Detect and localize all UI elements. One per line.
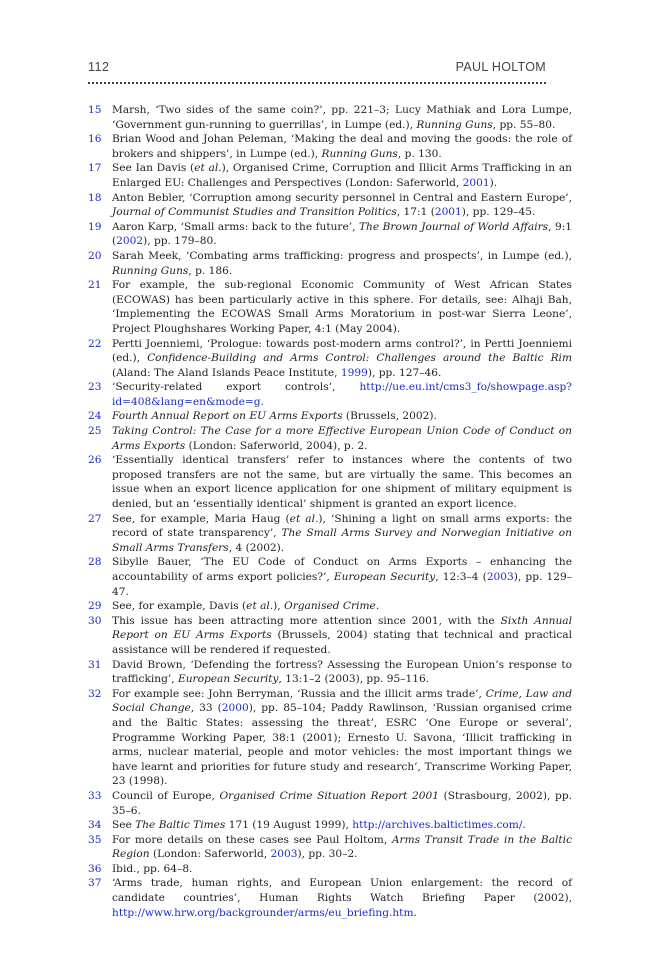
endnote-35 <box>88 833 572 862</box>
note-text-run: . <box>375 600 380 613</box>
note-text-run: ). <box>489 176 498 189</box>
endnotes-list <box>88 103 572 920</box>
endnote-33 <box>88 789 572 818</box>
note-text-run: , 33 ( <box>190 702 222 715</box>
endnote-number[interactable]: 16 <box>88 133 102 146</box>
note-text-run: ), pp. 85–104; Paddy Rawlinson, ‘Russian organised crime and the Baltic States: assessing the threat’, ESRC ‘One Europe or several’, Programme Working Paper, 38:1 (2001); Ernesto U. Savona, ‘Illicit trafficking in arms, nuclear material, people and motor vehicles: the most important things we have learnt and priorities for future study and research’, Transcrime Working Paper, 23 (1998). <box>112 702 573 788</box>
endnote-30 <box>88 614 572 658</box>
italic-title: The Small Arms Survey and Norwegian Initiative on Small Arms Transfers <box>112 527 572 554</box>
note-text-run: ), Organised Crime, Corruption and Illicit Arms Trafficking in an Enlarged EU: Challenges and Perspectives (London: Saferworld, <box>112 162 572 189</box>
note-text-run: ), pp. 129–47. <box>112 571 572 598</box>
italic-title: European Security <box>178 673 279 686</box>
endnote-number[interactable]: 26 <box>88 454 102 467</box>
endnote-28 <box>88 555 572 599</box>
endnote-text <box>112 789 572 818</box>
italic-title: Confidence-Building and Arms Control: Challenges around the Baltic Rim <box>147 352 572 365</box>
endnote-text <box>112 453 572 511</box>
note-text-run: Sarah Meek, ‘Combating arms trafficking: progress and prospects’, in Lumpe (ed.), <box>112 249 572 262</box>
endnote-32 <box>88 687 572 789</box>
reference-link[interactable]: http://ue.eu.int/cms3_fo/showpage.asp?id=408&lang=en&mode=g <box>112 381 572 408</box>
endnote-number[interactable]: 29 <box>88 600 102 613</box>
italic-title: Running Guns <box>112 264 189 277</box>
endnote-text <box>112 191 572 220</box>
note-text-run: ), <box>273 600 285 613</box>
endnote-22 <box>88 337 572 381</box>
endnote-text <box>112 833 572 862</box>
italic-title: Organised Crime <box>284 600 376 613</box>
endnote-20 <box>88 249 572 278</box>
italic-title: European Security <box>333 571 436 583</box>
note-text-run: . <box>522 819 526 832</box>
endnote-number[interactable]: 33 <box>88 789 102 802</box>
endnote-number[interactable]: 18 <box>88 191 102 204</box>
endnote-text <box>112 380 572 409</box>
note-text-run: ), pp. 179–80. <box>143 235 217 248</box>
endnote-18 <box>88 191 572 220</box>
reference-link[interactable]: http://www.hrw.org/backgrounder/arms/eu_briefing.htm <box>112 906 414 919</box>
note-text-run: , 12:3–4 ( <box>435 571 487 583</box>
note-text-run: (Strasbourg, 2002), pp. 35–6. <box>112 789 572 817</box>
note-text-run: . <box>413 906 417 919</box>
endnote-31 <box>88 658 572 687</box>
endnote-15 <box>88 103 572 132</box>
note-text-run: , pp. 55–80. <box>492 118 556 131</box>
page-header <box>88 60 546 84</box>
endnote-number[interactable]: 21 <box>88 279 102 292</box>
note-text-run: , 4 (2002). <box>228 541 285 554</box>
note-text-run: ), ‘Shining a light on small arms exports: the record of state transparency’, <box>112 512 573 540</box>
note-text-run: (London: Saferworld, 2004), p. 2. <box>185 439 368 452</box>
endnote-text <box>112 862 572 877</box>
endnote-27 <box>88 512 572 556</box>
note-text-run: David Brown, ‘Defending the fortress? Assessing the European Union’s response to trafficking’, <box>112 658 572 686</box>
page-number: 112 <box>88 60 110 74</box>
endnote-text <box>112 876 572 920</box>
note-text-run: ), pp. 127–46. <box>367 366 442 379</box>
reference-link[interactable]: 2003 <box>270 848 298 861</box>
note-text-run: , 13:1–2 (2003), pp. 95–116. <box>278 673 430 686</box>
endnote-number[interactable]: 31 <box>88 658 102 671</box>
note-text-run: Pertti Joenniemi, ‘Prologue: towards post-modern arms control?’, in Pertti Joenniemi (ed.), <box>112 337 572 365</box>
note-text-run: For example, the sub-regional Economic Community of West African States (ECOWAS) has been particularly active in this sphere. For details, see: Alhaji Bah, ‘Implementing the ECOWAS Small Arms Moratorium in post-war Sierra Leone’, Project Ploughshares Working Paper, 4:1 (May 2004). <box>112 279 572 335</box>
note-text-run: . <box>260 395 264 408</box>
italic-title: Organised Crime Situation Report 2001 <box>219 789 440 802</box>
endnote-number[interactable]: 34 <box>88 819 102 832</box>
endnote-number[interactable]: 20 <box>88 249 102 262</box>
endnote-text <box>112 687 572 789</box>
endnote-number[interactable]: 37 <box>88 877 102 890</box>
note-text-run: (Aland: The Aland Islands Peace Institute, <box>112 366 341 379</box>
note-text-run: See, for example, Davis ( <box>112 600 247 613</box>
endnote-16 <box>88 132 572 161</box>
reference-link[interactable]: 2003 <box>486 571 514 583</box>
italic-title: et al. <box>194 162 222 175</box>
reference-link[interactable]: 1999 <box>340 366 368 379</box>
endnote-19 <box>88 220 572 249</box>
endnote-25 <box>88 424 572 453</box>
note-text-run: See Ian Davis ( <box>112 162 195 175</box>
note-text-run: Marsh, ‘Two sides of the same coin?’, pp. 221–3; Lucy Mathiak and Lora Lumpe, ‘Government gun-running to guerrillas’, in Lumpe (ed.), <box>112 104 572 131</box>
endnote-text <box>112 103 572 132</box>
note-text-run: ‘Essentially identical transfers’ refer to instances where the contents of two proposed transfers are not the same, but are virtually the same. This becomes an issue when an export licence application for one shipment of military equipment is denied, but an ‘essentially identical’ shipment is granted an export licence. <box>112 454 572 511</box>
endnote-number[interactable]: 32 <box>88 687 102 700</box>
note-text-run: Anton Bebler, ‘Corruption among security personnel in Central and Eastern Europe’, <box>112 191 572 204</box>
endnote-17 <box>88 161 572 190</box>
endnote-number[interactable]: 23 <box>88 381 102 394</box>
note-text-run: For example see: John Berryman, ‘Russia and the illicit arms trade’, <box>112 687 486 700</box>
endnote-21 <box>88 278 572 336</box>
italic-title: Journal of Communist Studies and Transition Politics <box>112 206 397 219</box>
endnote-text <box>112 614 572 658</box>
note-text-run: ‘Security-related export controls’, <box>112 381 360 394</box>
note-text-run: (Brussels, 2002). <box>342 410 437 423</box>
endnote-text <box>112 818 572 833</box>
endnote-text <box>112 658 572 687</box>
note-text-run: ), pp. 129–45. <box>461 206 536 219</box>
endnote-26 <box>88 453 572 511</box>
endnote-29 <box>88 599 572 614</box>
running-head: PAUL HOLTOM <box>455 60 546 74</box>
italic-title: et al. <box>246 600 274 613</box>
note-text-run: (London: Saferworld, <box>149 848 271 861</box>
endnote-number[interactable]: 19 <box>88 220 102 233</box>
endnote-23 <box>88 380 572 409</box>
endnote-34 <box>88 818 572 833</box>
endnote-text <box>112 512 572 556</box>
endnote-text <box>112 278 572 336</box>
italic-title: Sixth Annual Report on EU Arms Exports <box>112 614 573 642</box>
reference-link[interactable]: 2002 <box>116 235 144 248</box>
endnote-text <box>112 161 572 190</box>
italic-title: Running Guns <box>321 147 398 160</box>
reference-link[interactable]: 2001 <box>434 206 462 219</box>
note-text-run: 171 (19 August 1999), <box>225 819 353 832</box>
note-text-run: Sibylle Bauer, ‘The EU Code of Conduct on Arms Exports – enhancing the accountability of arms export policies?’, <box>112 556 572 583</box>
italic-title: The Baltic Times <box>135 819 226 832</box>
italic-title: Arms Transit Trade in the Baltic Region <box>112 833 572 861</box>
italic-title: The Brown Journal of World Affairs <box>358 220 549 233</box>
note-text-run: This issue has been attracting more attention since 2001, with the <box>112 614 501 627</box>
endnote-number[interactable]: 27 <box>88 512 102 525</box>
endnote-text <box>112 337 572 381</box>
note-text-run: , 17:1 ( <box>396 206 435 219</box>
endnote-text <box>112 220 572 249</box>
endnote-text <box>112 132 572 161</box>
italic-title: Crime, Law and Social Change <box>112 687 572 715</box>
note-text-run: , 9:1 ( <box>112 220 572 248</box>
endnote-text <box>112 599 572 614</box>
endnote-text <box>112 409 572 424</box>
note-text-run: See <box>112 819 136 832</box>
endnote-number[interactable]: 35 <box>88 833 102 846</box>
note-text-run: Ibid., pp. 64–8. <box>112 862 193 875</box>
note-text-run: See, for example, Maria Haug ( <box>112 512 290 525</box>
endnote-number[interactable]: 25 <box>88 425 102 438</box>
reference-link[interactable]: http://archives.baltictimes.com/ <box>352 819 523 832</box>
endnote-number[interactable]: 24 <box>88 410 102 423</box>
endnote-text <box>112 555 572 599</box>
note-text-run: For more details on these cases see Paul Holtom, <box>112 833 392 846</box>
note-text-run: Aaron Karp, ‘Small arms: back to the future’, <box>112 220 359 233</box>
endnote-37 <box>88 876 572 920</box>
endnote-number[interactable]: 28 <box>88 556 102 569</box>
endnote-number[interactable]: 30 <box>88 614 102 627</box>
endnote-text <box>112 424 572 453</box>
endnote-24 <box>88 409 572 424</box>
italic-title: Running Guns <box>416 118 493 131</box>
endnote-number[interactable]: 17 <box>88 162 102 175</box>
reference-link[interactable]: 2000 <box>221 702 249 715</box>
endnote-text <box>112 249 572 278</box>
italic-title: Fourth Annual Report on EU Arms Exports <box>112 410 343 423</box>
endnote-number[interactable]: 22 <box>88 337 102 350</box>
note-text-run: Council of Europe, <box>112 789 220 802</box>
italic-title: et al. <box>289 512 319 525</box>
note-text-run: Brian Wood and Johan Peleman, ‘Making the deal and moving the goods: the role of brokers and shippers’, in Lumpe (ed.), <box>112 133 572 160</box>
reference-link[interactable]: 2001 <box>462 176 490 189</box>
note-text-run: ‘Arms trade, human rights, and European Union enlargement: the record of candidate countries’, Human Rights Watch Briefing Paper (2002), <box>112 877 572 905</box>
note-text-run: , p. 186. <box>188 264 233 277</box>
note-text-run: ), pp. 30–2. <box>297 848 358 861</box>
endnote-36 <box>88 862 572 877</box>
note-text-run: , p. 130. <box>397 147 442 160</box>
endnote-number[interactable]: 15 <box>88 104 102 116</box>
endnote-number[interactable]: 36 <box>88 862 102 875</box>
italic-title: Taking Control: The Case for a more Effective European Union Code of Conduct on Arms Exports <box>112 425 572 452</box>
note-text-run: (Brussels, 2004) stating that technical and practical assistance will be rendered if requested. <box>112 629 572 656</box>
